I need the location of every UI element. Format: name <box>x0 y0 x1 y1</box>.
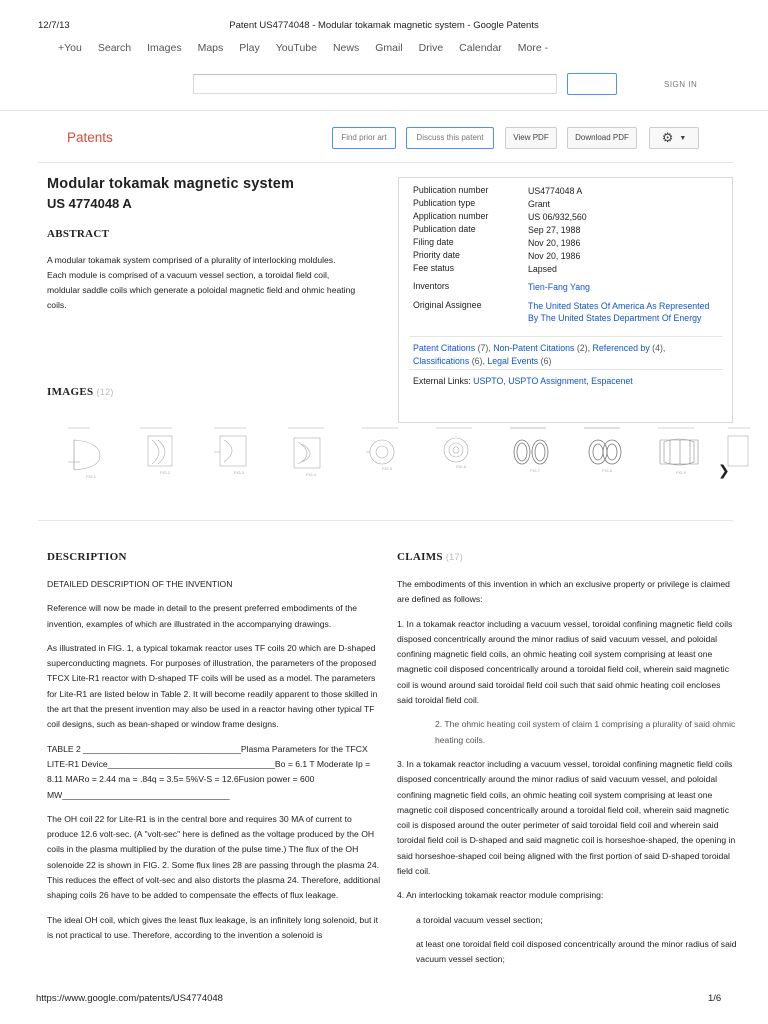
svg-text:FIG.2: FIG.2 <box>160 470 171 475</box>
chevron-down-icon: ▼ <box>679 134 687 142</box>
claim-2: 2. The ohmic heating coil system of claim 1 comprising a plurality of said ohmic heating coils. <box>435 719 736 745</box>
referenced-by-link[interactable]: Referenced by <box>592 343 650 353</box>
gear-icon: ⚙ <box>661 130 674 145</box>
claim-4-element: at least one toroidal field coil disposed concentrically around the minor radius of said vacuum vessel section; <box>416 938 737 965</box>
patent-citations-link[interactable]: Patent Citations <box>413 343 476 353</box>
search-button[interactable] <box>567 73 617 95</box>
gbar-youtube[interactable]: YouTube <box>275 42 317 54</box>
claims-body <box>397 577 737 977</box>
description-paragraph: Reference will now be made in detail to the present preferred embodiments of the invention, examples of which are illustrated in the accompanying drawings. <box>47 603 358 629</box>
download-pdf-button[interactable]: Download PDF <box>567 127 637 149</box>
image-thumbnails <box>60 422 750 492</box>
print-title: Patent US4774048 - Modular tokamak magnetic system - Google Patents <box>229 20 539 31</box>
thumbnail-fig8[interactable] <box>576 422 636 482</box>
thumbnail-fig1[interactable] <box>60 422 120 482</box>
patent-number: US 4774048 A <box>47 196 132 211</box>
images-divider <box>38 520 733 521</box>
svg-text:FIG.5: FIG.5 <box>382 466 393 471</box>
description-paragraph: The OH coil 22 for Lite-R1 is in the central bore and requires 30 MA of current to produce 12.6 volt-sec. (A "volt-sec" here is defined as the voltage produced by the OH coils in the plasma multiplied by the duration of the pulse time.) The flux of the OH solenoide 22 is shown in FIG. 2. Some flux lines 28 are passing through the plasma 24. This reduces the effect of volt-sec and also distorts the plasma 24. Therefore, additional shaping coils 26 have to be added to compensate the effects of flux leakage. <box>47 813 381 901</box>
thumbnail-fig3[interactable] <box>206 422 266 482</box>
google-bar <box>58 42 564 56</box>
gbar-search[interactable]: Search <box>97 42 132 54</box>
espacenet-link[interactable]: Espacenet <box>591 376 633 386</box>
toolbar-divider <box>38 162 733 163</box>
description-body <box>47 577 382 952</box>
print-url: https://www.google.com/patents/US4774048 <box>36 993 223 1004</box>
external-links: External Links: USPTO, USPTO Assignment, Espacenet <box>413 376 633 386</box>
patent-metadata-box: Publication number US4774048 A Publication type Grant Application number US 06/932,560 Publication date Sep 27, 1988 Filing date Nov 20, 1986 Priority date Nov 20, 1986 Fee status Lapsed Inventors Tien-Fang Yang Original Assignee The United States Of America As Represented By The United States Department Of Energy Patent Citations (7), Non-Patent Citations (2), Referenced by (4), Classifications (6), Legal Events (6) External Links: USPTO, USPTO Assignment, Espacenet <box>398 177 733 423</box>
description-paragraph: TABLE 2 _________________________________Plasma Parameters for the TFCX LITE-R1 Device___________________________________Bo = 6.1 T Moderate Ip = 8.11 MARo = 2.44 ma = .84q = 3.5= 5%V-S = 12.6Fusion power = 600 MW___________________________________ <box>47 743 371 800</box>
gbar-maps[interactable]: Maps <box>197 42 224 54</box>
svg-text:FIG.8: FIG.8 <box>602 468 613 473</box>
svg-text:FIG.9: FIG.9 <box>676 470 687 475</box>
claim-4-element: a toroidal vacuum vessel section; <box>416 914 543 925</box>
gbar-images[interactable]: Images <box>147 42 182 54</box>
gbar-you[interactable]: +You <box>58 42 82 54</box>
gbar-calendar[interactable]: Calendar <box>459 42 502 54</box>
patent-title: Modular tokamak magnetic system <box>47 176 295 192</box>
svg-text:FIG.4: FIG.4 <box>306 472 317 477</box>
settings-button[interactable] <box>649 127 699 149</box>
search-input[interactable] <box>193 74 557 94</box>
claims-heading: CLAIMS (17) <box>397 551 464 563</box>
description-heading: DESCRIPTION <box>47 551 127 563</box>
chevron-right-icon[interactable]: ❯ <box>718 462 730 478</box>
images-heading: IMAGES (12) <box>47 386 114 398</box>
gbar-drive[interactable]: Drive <box>418 42 444 54</box>
claim-3: 3. In a tokamak reactor including a vacuum vessel, toroidal confining magnetic field coils disposed concentrically around the minor radius of said vacuum vessel, and poloidal confining magnetic field coils, an ohmic heating coil system comprising at least one magnetic coil disposed concentrically around a toroidal field coil, wherein said magnetic coil is disposed around the outer perimeter of said toroidal field coil and wherein said toroidal field coil is D-shaped and said magnetic coil is horseshoe-shaped, the opening in said horseshoe-shaped coil being aligned with the first portion of said D-shaped toroidal field coil. <box>397 758 736 877</box>
discuss-patent-button[interactable]: Discuss this patent <box>406 127 494 149</box>
claim-1: 1. In a tokamak reactor including a vacuum vessel, toroidal confining magnetic field coils disposed concentrically around the minor radius of said vacuum vessel, and poloidal confining magnetic field coils, an ohmic heating coil system comprising at least one magnetic coil disposed concentrically around a toroidal field coil, wherein said magnetic coil is wound around said toroidal field coil such that said ohmic heating coil encloses said toroidal field coil. <box>397 618 733 706</box>
meta-divider <box>409 336 723 337</box>
patents-section-label[interactable]: Patents <box>67 130 113 145</box>
gbar-play[interactable]: Play <box>239 42 260 54</box>
legal-events-link[interactable]: Legal Events <box>487 356 539 366</box>
sign-in-link[interactable]: SIGN IN <box>664 80 698 89</box>
classifications-link[interactable]: Classifications <box>413 356 470 366</box>
description-paragraph: DETAILED DESCRIPTION OF THE INVENTION <box>47 579 233 589</box>
abstract-heading: ABSTRACT <box>47 228 110 240</box>
svg-text:FIG.1: FIG.1 <box>86 474 97 479</box>
gbar-news[interactable]: News <box>332 42 360 54</box>
thumbnail-fig9[interactable] <box>650 422 710 482</box>
inventor-link[interactable]: Tien-Fang Yang <box>528 282 590 292</box>
claims-intro: The embodiments of this invention in which an exclusive property or privilege is claimed are defined as follows: <box>397 579 730 605</box>
print-date: 12/7/13 <box>38 20 70 31</box>
svg-text:FIG.7: FIG.7 <box>530 468 541 473</box>
svg-text:FIG.6: FIG.6 <box>456 464 467 469</box>
thumbnail-fig6[interactable] <box>428 422 488 482</box>
print-page-number: 1/6 <box>708 993 722 1004</box>
meta-divider <box>409 369 723 370</box>
gbar-more[interactable]: More - <box>517 42 549 54</box>
svg-text:FIG.3: FIG.3 <box>234 470 245 475</box>
uspto-link[interactable]: USPTO, <box>473 376 506 386</box>
print-header <box>0 0 768 36</box>
thumbnail-fig7[interactable] <box>502 422 562 482</box>
thumbnail-fig4[interactable] <box>280 422 340 482</box>
assignee-link[interactable]: The United States Of America As Represented By The United States Department Of Energy <box>528 301 710 323</box>
thumbnail-fig2[interactable] <box>132 422 192 482</box>
find-prior-art-button[interactable]: Find prior art <box>332 127 396 149</box>
abstract-text: A modular tokamak system comprised of a plurality of interlocking moldules. Each module is comprised of a vacuum vessel section, a toroidal field coil, moldular saddle coils which generate a poloidal magnetic field and ohmic heating coils. <box>47 255 356 310</box>
claim-4: 4. An interlocking tokamak reactor module comprising: <box>397 890 604 901</box>
description-paragraph: The ideal OH coil, which gives the least flux leakage, is an infinitely long solenoid, but it is not practical to use. Therefore, according to the invention a solenoid is <box>47 914 379 940</box>
view-pdf-button[interactable]: View PDF <box>505 127 557 149</box>
uspto-assignment-link[interactable]: USPTO Assignment, <box>508 376 589 386</box>
gbar-gmail[interactable]: Gmail <box>375 42 403 54</box>
non-patent-citations-link[interactable]: Non-Patent Citations <box>493 343 575 353</box>
thumbnail-fig5[interactable] <box>354 422 414 482</box>
patent-related-links: Patent Citations (7), Non-Patent Citations (2), Referenced by (4), Classifications (6), Legal Events (6) <box>413 343 666 366</box>
header-divider <box>0 110 768 111</box>
description-paragraph: As illustrated in FIG. 1, a typical tokamak reactor uses TF coils 20 which are D-shaped superconducting magnets. For purposes of illustration, the parameters of the proposed TFCX Lite-R1 reactor with D-shaped TF coils will be used as a model. The parameters for Lite-R1 are listed below in Table 2. It will become readily apparent to those skilled in the art that the present invention may also be used in a reactor having other typical TF coil designs, such as bean-shaped or window frame designs. <box>47 642 378 730</box>
